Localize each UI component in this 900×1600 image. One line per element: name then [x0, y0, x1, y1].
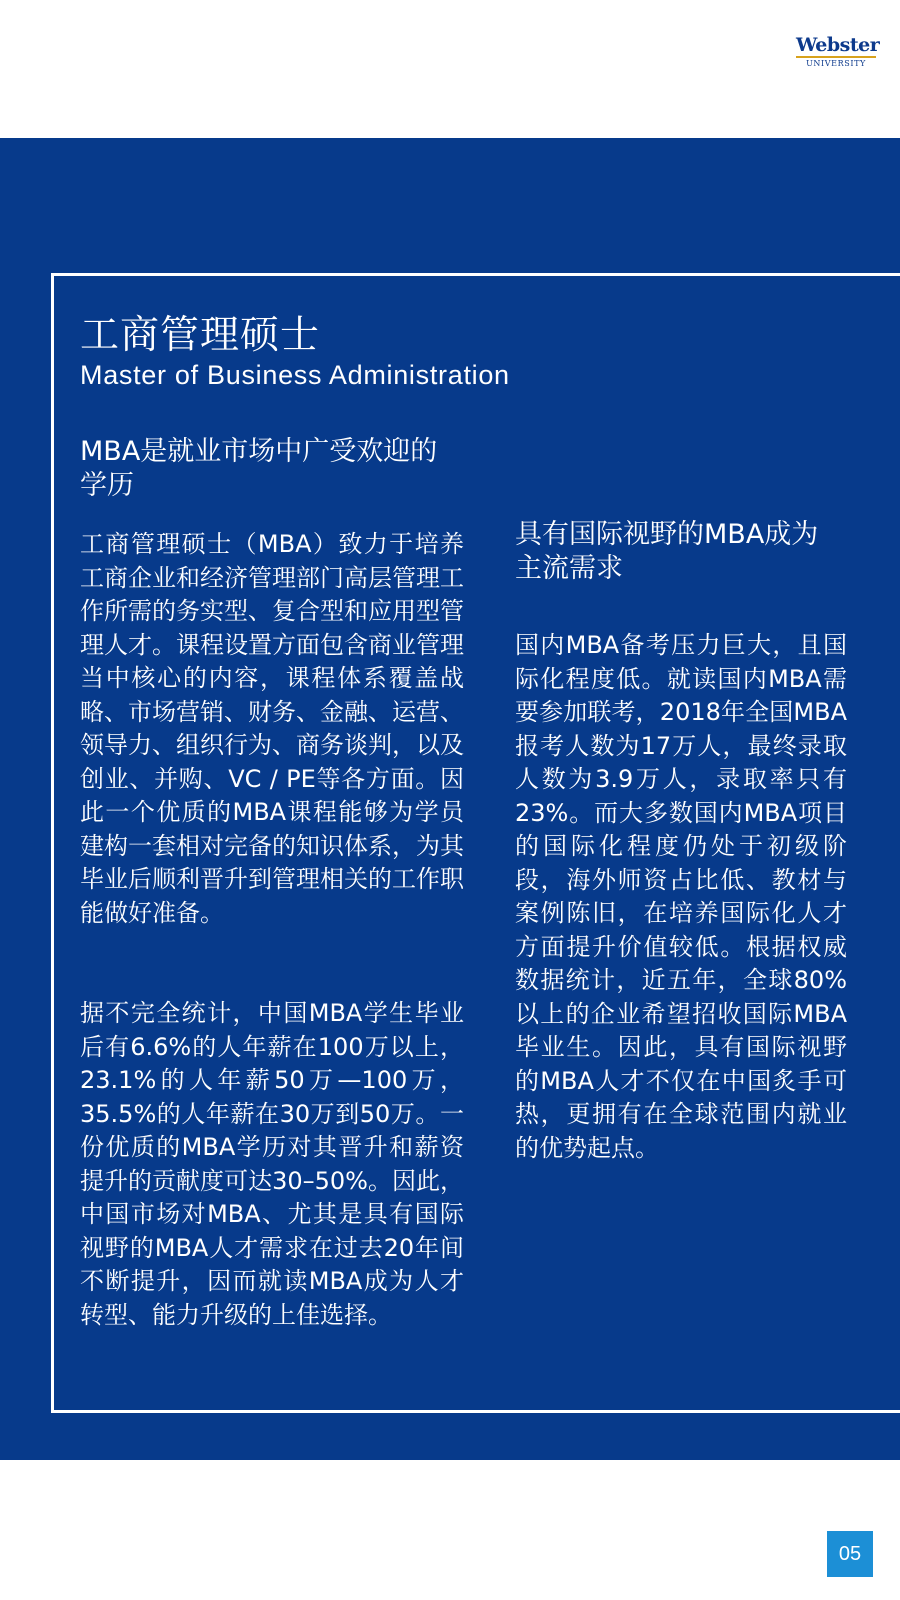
- left-paragraph-1: 工商管理硕士（MBA）致力于培养工商企业和经济管理部门高层管理工作所需的务实型、复合型和应用型管理人才。课程设置方面包含商业管理当中核心的内容，课程体系覆盖战略、市场营销、财务、金融、运营、领导力、组织行为、商务谈判，以及创业、并购、VC / PE等各方面。因此一个优质的MBA课程能够为学员建构一套相对完备的知识体系，为其毕业后顺利晋升到管理相关的工作职能做好准备。: [80, 530, 464, 927]
- right-paragraph: 国内MBA备考压力巨大，且国际化程度低。就读国内MBA需要参加联考，2018年全国MBA报考人数为17万人，最终录取人数为3.9万人，录取率只有23%。而大多数国内MBA项目的国际化程度仍处于初级阶段，海外师资占比低、教材与案例陈旧，在培养国际化人才方面提升价值较低。根据权威数据统计，近五年，全球80%以上的企业希望招收国际MBA毕业生。因此，具有国际视野的MBA人才不仅在中国炙手可热，更拥有在全球范围内就业的优势起点。: [515, 631, 847, 1162]
- university-logo: [796, 34, 880, 69]
- page-title: 工商管理硕士: [80, 313, 321, 358]
- right-column-heading: 具有国际视野的MBA成为主流需求: [515, 519, 819, 584]
- logo-wordmark: Webster: [796, 34, 880, 56]
- left-paragraph-2: 据不完全统计，中国MBA学生毕业后有6.6%的人年薪在100万以上，23.1%的人年薪50万—100万，35.5%的人年薪在30万到50万。一份优质的MBA学历对其晋升和薪资提升的贡献度可达30–50%。因此，中国市场对MBA、尤其是具有国际视野的MBA人才需求在过去20年间不断提升，因而就读MBA成为人才转型、能力升级的上佳选择。: [80, 999, 464, 1329]
- logo-subtitle: UNIVERSITY: [796, 56, 876, 69]
- page-number-badge: 05: [827, 1531, 873, 1577]
- page-subtitle: Master of Business Administration: [80, 360, 510, 390]
- left-column-heading: MBA是就业市场中广受欢迎的学历: [80, 436, 438, 501]
